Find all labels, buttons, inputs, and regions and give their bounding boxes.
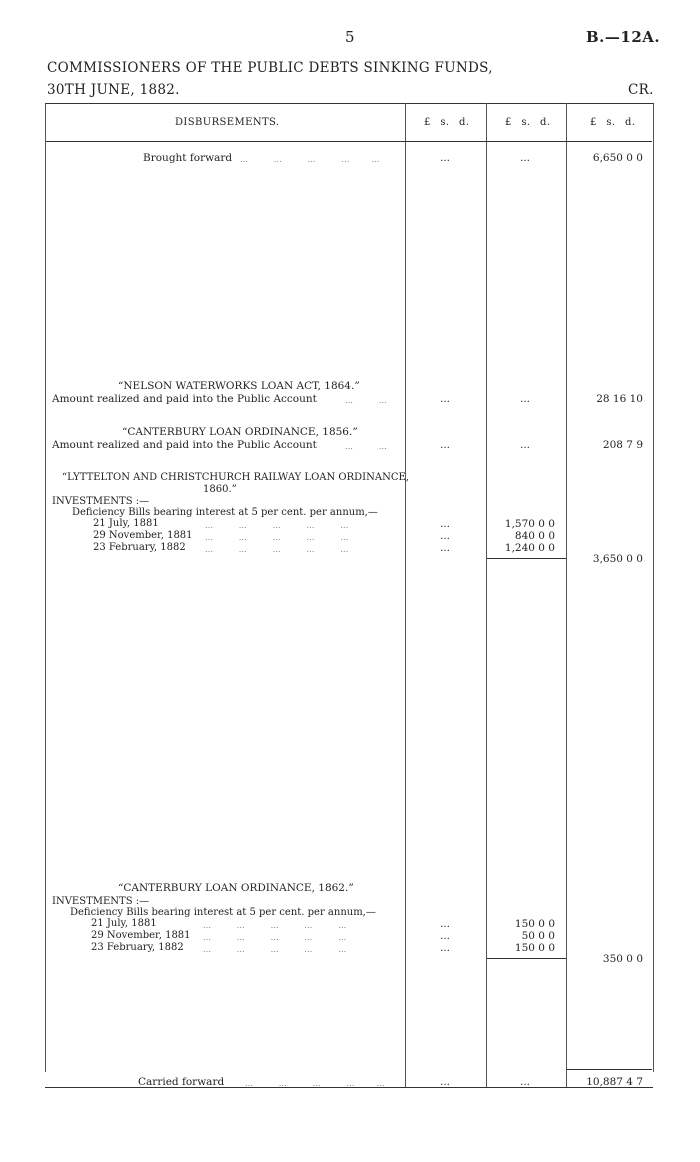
lyttelton-row-col2: 1,570 0 0 xyxy=(504,518,555,530)
nelson-col2: ... xyxy=(519,393,530,405)
header-col3: £ s. d. xyxy=(590,117,636,128)
lyttelton-row-date: 23 February, 1882 xyxy=(93,542,186,553)
leader-dots: … … xyxy=(345,442,388,451)
lyttelton-row-col1: ... xyxy=(439,542,450,554)
lyttelton-heading-line2: 1860.” xyxy=(203,484,237,495)
lyttelton-investments: INVESTMENTS :— xyxy=(52,496,150,507)
canterbury-1862-total: 350 0 0 xyxy=(602,953,643,965)
leader-dots: … … … … … xyxy=(205,533,350,542)
page-number: 5 xyxy=(345,28,355,46)
canterbury-1862-heading: “CANTERBURY LOAN ORDINANCE, 1862.” xyxy=(118,882,354,894)
canterbury-1856-col1: ... xyxy=(439,439,450,451)
brought-forward-col3: 6,650 0 0 xyxy=(592,152,643,164)
subtotal-rule xyxy=(487,558,566,559)
brought-forward-col2: ... xyxy=(519,152,530,164)
leader-dots: … … … … … xyxy=(240,155,381,164)
brought-forward-col1: ... xyxy=(439,152,450,164)
lyttelton-heading-line1: “LYTTELTON AND CHRISTCHURCH RAILWAY LOAN ORDINANCE, xyxy=(62,472,409,483)
nelson-line: Amount realized and paid into the Public Account xyxy=(52,393,317,405)
header-col1: £ s. d. xyxy=(424,117,470,128)
nelson-col1: ... xyxy=(439,393,450,405)
document-title: COMMISSIONERS OF THE PUBLIC DEBTS SINKING FUNDS, xyxy=(47,60,493,76)
nelson-col3: 28 16 10 xyxy=(596,393,643,405)
leader-dots: … … … … … xyxy=(203,933,348,942)
lyttelton-row-date: 21 July, 1881 xyxy=(93,518,159,529)
leader-dots: … … xyxy=(345,396,388,405)
canterbury-1862-row-col1: ... xyxy=(439,918,450,930)
column-divider-2 xyxy=(486,103,487,1088)
canterbury-1862-row-date: 23 February, 1882 xyxy=(91,942,184,953)
lyttelton-row-date: 29 November, 1881 xyxy=(93,530,193,541)
canterbury-1862-bills-line: Deficiency Bills bearing interest at 5 per cent. per annum,— xyxy=(70,907,376,918)
carried-forward-col2: ... xyxy=(519,1076,530,1088)
nelson-heading: “NELSON WATERWORKS LOAN ACT, 1864.” xyxy=(118,380,360,392)
lyttelton-row-col2: 840 0 0 xyxy=(514,530,555,542)
canterbury-1862-row-col2: 150 0 0 xyxy=(514,942,555,954)
canterbury-1862-row-date: 21 July, 1881 xyxy=(91,918,157,929)
subtotal-rule xyxy=(487,958,566,959)
total-rule xyxy=(567,1069,652,1070)
carried-forward-col1: ... xyxy=(439,1076,450,1088)
leader-dots: … … … … … xyxy=(203,945,348,954)
lyttelton-row-col1: ... xyxy=(439,530,450,542)
carried-forward-col3: 10,887 4 7 xyxy=(586,1076,643,1088)
canterbury-1856-col2: ... xyxy=(519,439,530,451)
leader-dots: … … … … … xyxy=(205,545,350,554)
canterbury-1862-row-col2: 150 0 0 xyxy=(514,918,555,930)
leader-dots: … … … … … xyxy=(205,521,350,530)
lyttelton-row-col2: 1,240 0 0 xyxy=(504,542,555,554)
column-divider-1 xyxy=(405,103,406,1088)
canterbury-1862-row-col1: ... xyxy=(439,930,450,942)
carried-forward-label: Carried forward xyxy=(138,1076,225,1088)
credit-side-label: CR. xyxy=(628,82,654,98)
header-rule xyxy=(46,141,652,142)
lyttelton-row-col1: ... xyxy=(439,518,450,530)
leader-dots: … … … … … xyxy=(203,921,348,930)
canterbury-1862-row-col1: ... xyxy=(439,942,450,954)
header-col2: £ s. d. xyxy=(505,117,551,128)
lyttelton-bills-line: Deficiency Bills bearing interest at 5 per cent. per annum,— xyxy=(72,507,378,518)
document-date: 30TH JUNE, 1882. xyxy=(47,82,180,98)
paper-code: B.—12A. xyxy=(586,28,661,46)
header-disbursements: DISBURSEMENTS. xyxy=(175,117,280,128)
canterbury-1862-row-date: 29 November, 1881 xyxy=(91,930,191,941)
canterbury-1856-col3: 208 7 9 xyxy=(602,439,643,451)
canterbury-1862-investments: INVESTMENTS :— xyxy=(52,896,150,907)
brought-forward-label: Brought forward xyxy=(143,152,233,164)
lyttelton-total: 3,650 0 0 xyxy=(592,553,643,565)
column-divider-3 xyxy=(566,103,567,1088)
leader-dots: … … … … … xyxy=(245,1079,386,1088)
canterbury-1862-row-col2: 50 0 0 xyxy=(521,930,555,942)
canterbury-1856-line: Amount realized and paid into the Public Account xyxy=(52,439,317,451)
canterbury-1856-heading: “CANTERBURY LOAN ORDINANCE, 1856.” xyxy=(122,426,358,438)
